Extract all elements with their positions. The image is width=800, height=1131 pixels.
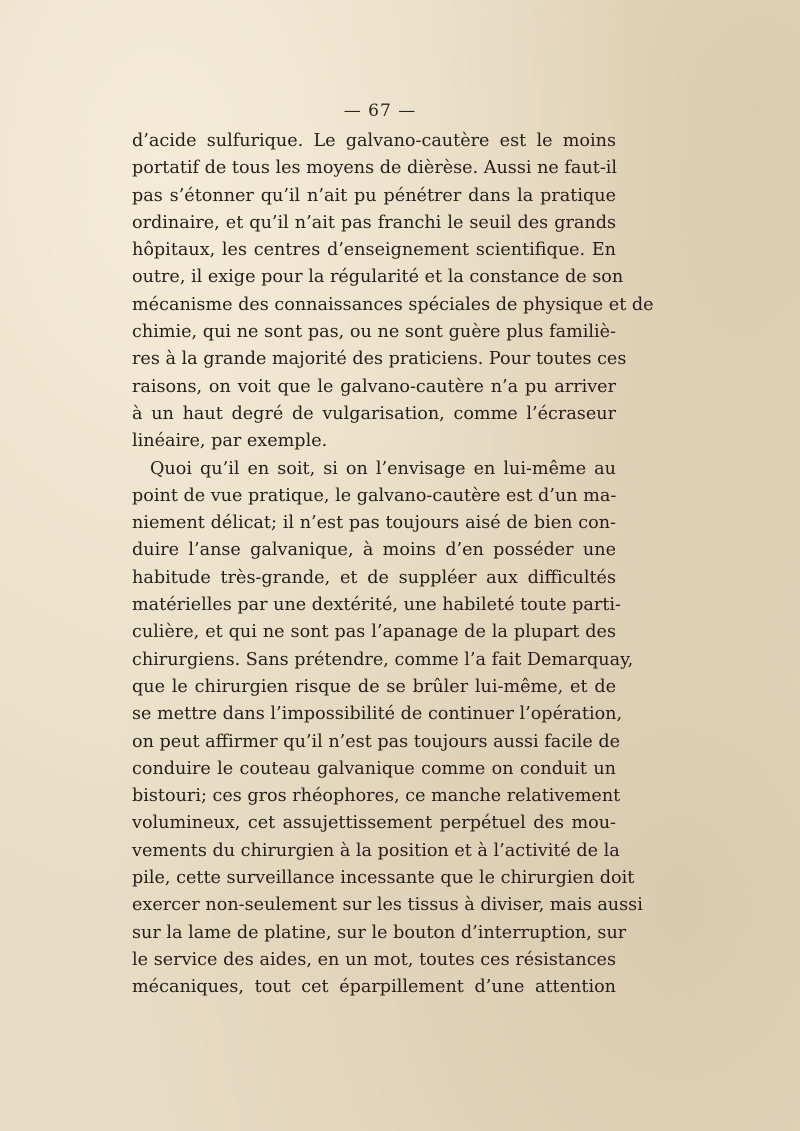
text-line: bistouri; ces gros rhéophores, ce manche relativement (132, 786, 621, 807)
text-line: vements du chirurgien à la position et à l’activité de la (132, 840, 620, 861)
text-line: point de vue pratique, le galvano-cautère est d’un ma- (132, 485, 617, 506)
text-line: que le chirurgien risque de se brûler lui-même, et de (132, 676, 616, 697)
text-line: duire l’anse galvanique, à moins d’en posséder une (132, 540, 616, 561)
text-line: hôpitaux, les centres d’enseignement scientifique. En (132, 240, 616, 261)
text-line: outre, il exige pour la régularité et la constance de son (132, 267, 624, 288)
text-line: sur la lame de platine, sur le bouton d’interruption, sur (132, 922, 627, 943)
text-line: mécaniques, tout cet éparpillement d’une attention (132, 977, 616, 998)
text-line: matérielles par une dextérité, une habileté toute parti- (132, 595, 621, 616)
text-line: pas s’étonner qu’il n’ait pu pénétrer dans la pratique (132, 185, 616, 206)
text-line: le service des aides, en un mot, toutes ces résistances (132, 949, 616, 970)
text-line: volumineux, cet assujettissement perpétuel des mou- (132, 813, 616, 834)
text-line: pile, cette surveillance incessante que le chirurgien doit (132, 868, 635, 889)
text-line: res à la grande majorité des praticiens. Pour toutes ces (132, 349, 627, 370)
text-line: habitude très-grande, et de suppléer aux difficultés (132, 567, 616, 588)
body-text (132, 128, 654, 1002)
text-line: d’acide sulfurique. Le galvano-cautère est le moins (132, 131, 616, 151)
text-line-paragraph-end: linéaire, par exemple. (132, 431, 328, 452)
text-line: exercer non-seulement sur les tissus à diviser, mais aussi (132, 895, 643, 916)
text-line-paragraph-start: Quoi qu’il en soit, si on l’envisage en lui-même au (150, 458, 616, 479)
text-line: à un haut degré de vulgarisation, comme l’écraseur (132, 403, 616, 424)
text-line: portatif de tous les moyens de dièrèse. Aussi ne faut-il (132, 158, 618, 179)
text-line: culière, et qui ne sont pas l’apanage de la plupart des (132, 622, 616, 643)
text-line: conduire le couteau galvanique comme on conduit un (132, 758, 616, 779)
text-line: ordinaire, et qu’il n’ait pas franchi le seuil des grands (132, 212, 616, 233)
text-line: mécanisme des connaissances spéciales de physique et de (132, 294, 654, 315)
text-line: chimie, qui ne sont pas, ou ne sont guère plus familiè- (132, 322, 616, 343)
text-line: niement délicat; il n’est pas toujours aisé de bien con- (132, 513, 616, 534)
text-line: chirurgiens. Sans prétendre, comme l’a fait Demarquay, (132, 649, 634, 670)
text-line: on peut affirmer qu’il n’est pas toujours aussi facile de (132, 731, 621, 752)
text-line: raisons, on voit que le galvano-cautère n’a pu arriver (132, 376, 616, 397)
text-line: se mettre dans l’impossibilité de continuer l’opération, (132, 704, 623, 725)
page-number: — 67 — (343, 101, 417, 121)
